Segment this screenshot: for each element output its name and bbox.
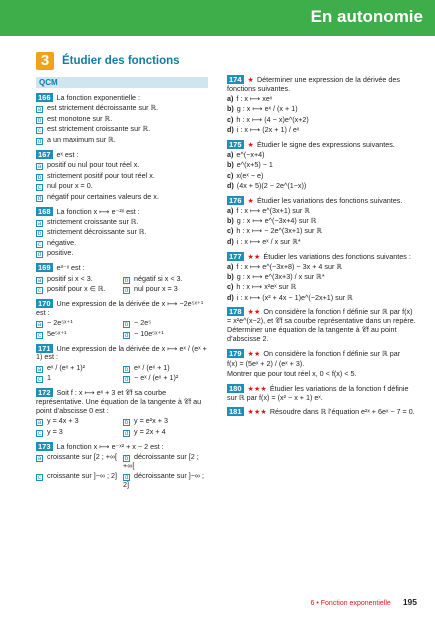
exercise-number: 176 <box>229 195 242 205</box>
choice-text: nul pour x = 0. <box>47 181 93 191</box>
choice-row <box>36 364 210 373</box>
choice-box-c: c <box>38 241 41 248</box>
choice-a[interactable] <box>36 319 123 328</box>
exercise-number: 167 <box>38 149 51 159</box>
choice-b[interactable] <box>123 453 210 471</box>
item-c <box>227 227 417 236</box>
question-text: Étudier les variations de la fonction f définie sur ℝ par f(x) = (x² − x + 1) eˣ. <box>227 383 409 402</box>
exercise-167 <box>36 150 210 202</box>
item-b <box>227 105 417 114</box>
choice-box-a: a <box>37 322 42 329</box>
question-text: eˣ est : <box>56 149 79 159</box>
difficulty-stars: ★★★ <box>247 407 267 417</box>
question-text: Étudier le signe des expressions suivantes. <box>256 139 395 149</box>
item-text: e^(−x+4) <box>236 149 265 159</box>
item-text: f : x ⟼ e^(3x+1) sur ℝ <box>236 205 310 215</box>
item-text: i : x ⟼ (2x + 1) / eˣ <box>236 124 300 134</box>
choice-text: est strictement décroissante sur ℝ. <box>47 103 159 113</box>
question-text-2: Montrer que pour tout réel x, 0 < f(x) < 5. <box>227 369 357 379</box>
exercise-number: 175 <box>229 139 242 149</box>
choice-row <box>36 417 210 426</box>
choice-row <box>36 472 210 490</box>
choice-row <box>36 330 210 339</box>
question-text: Une expression de la dérivée de x ⟼ −2e⁵ˣ⁺¹ est : <box>36 299 204 317</box>
choice-text: − 2e⁵ <box>134 318 152 328</box>
choice-box-b: b <box>124 366 129 373</box>
exercise-170 <box>36 299 210 339</box>
choice-d[interactable] <box>123 428 210 437</box>
item-text: f : x ⟼ e^(−3x+8) − 3x + 4 sur ℝ <box>236 261 343 271</box>
item-text: h : x ⟼ − 2e^(3x+1) sur ℝ <box>236 226 323 236</box>
item-label: a) <box>227 149 234 159</box>
item-text: f : x ⟼ xeˣ <box>236 94 273 104</box>
question-text: On considère la fonction f définie sur ℝ par f(x) = x²e^(x−2), et 𝒞f sa courbe représentative dans un repère. Déterminer une équation de la tangente à 𝒞f au point d’abscisse 2. <box>227 307 416 343</box>
item-c <box>227 283 417 292</box>
choice-c[interactable] <box>36 182 210 191</box>
exercise-number: 178 <box>229 307 242 317</box>
choice-box-c: c <box>38 128 41 135</box>
qcm-bar <box>36 77 208 88</box>
choice-a[interactable] <box>36 161 210 170</box>
choice-text: est monotone sur ℝ. <box>47 113 113 123</box>
choice-text: est strictement croissante sur ℝ. <box>47 124 151 134</box>
choice-box-a: a <box>37 277 42 284</box>
choice-text: strictement décroissante sur ℝ. <box>47 227 147 237</box>
choice-row <box>36 275 210 284</box>
choice-box-c: c <box>38 185 41 192</box>
choice-d[interactable] <box>36 249 210 258</box>
exercise-number: 174 <box>229 75 242 84</box>
difficulty-stars: ★ <box>247 75 254 84</box>
item-b <box>227 273 417 282</box>
header-banner <box>0 0 435 36</box>
choice-box-b: b <box>124 455 129 462</box>
choice-text: croissante sur [2 ; +∞[ <box>47 451 118 461</box>
item-b <box>227 161 417 170</box>
choice-text: croissante sur ]−∞ ; 2] <box>47 471 118 481</box>
choice-box-a: a <box>37 455 42 462</box>
question-text: Étudier les variations des fonctions suivantes. <box>256 195 403 205</box>
choice-text: négatif si x < 3. <box>134 273 183 283</box>
item-label: b) <box>227 272 234 282</box>
item-text: g : x ⟼ e^(−3x+4) sur ℝ <box>236 216 317 226</box>
question-text: Une expression de la dérivée de x ⟼ eˣ / (eˣ + 1) est : <box>36 343 207 362</box>
item-a <box>227 151 417 160</box>
item-c <box>227 172 417 181</box>
exercise-number: 177 <box>229 251 242 261</box>
choice-box-a: a <box>37 420 42 427</box>
choice-a[interactable] <box>36 417 123 426</box>
exercise-number: 180 <box>229 383 242 393</box>
exercise-number: 171 <box>38 343 51 353</box>
choice-d[interactable] <box>36 136 210 145</box>
item-d <box>227 126 417 135</box>
choice-box-c: c <box>38 475 41 482</box>
choice-box-c: c <box>38 430 41 437</box>
item-d <box>227 294 417 303</box>
item-c <box>227 116 417 125</box>
item-label: c) <box>227 114 234 124</box>
choice-text: strictement positif pour tout réel x. <box>47 170 155 180</box>
choice-box-d: d <box>37 252 42 259</box>
choice-b[interactable] <box>36 172 210 181</box>
choice-box-d: d <box>37 195 42 202</box>
choice-text: − eˣ / (eˣ + 1)² <box>134 373 179 383</box>
choice-row <box>36 374 210 383</box>
difficulty-stars: ★ <box>247 195 254 205</box>
choice-row <box>36 428 210 437</box>
choice-text: y = e²x + 3 <box>134 416 168 426</box>
choice-text: eˣ / (eˣ + 1) <box>134 362 170 372</box>
choice-text: y = 2x + 4 <box>134 426 166 436</box>
item-text: g : x ⟼ eˣ / (x + 1) <box>236 104 298 114</box>
question-text: Étudier les variations des fonctions suivantes : <box>263 251 411 261</box>
choice-a[interactable] <box>36 453 123 471</box>
difficulty-stars: ★★ <box>247 307 261 317</box>
exercise-number: 168 <box>38 206 51 216</box>
item-text: h : x ⟼ x²eˣ sur ℝ <box>236 282 297 292</box>
exercise-177 <box>227 252 417 303</box>
exercise-176 <box>227 196 417 247</box>
choice-a[interactable] <box>36 364 123 373</box>
exercise-number: 170 <box>38 299 51 309</box>
section-title: Étudier des fonctions <box>62 54 180 67</box>
item-label: a) <box>227 205 234 215</box>
item-text: h : x ⟼ (4 − x)e^(x+2) <box>236 114 309 124</box>
item-label: d) <box>227 124 234 134</box>
choice-b[interactable] <box>123 319 210 328</box>
item-label: d) <box>227 180 234 190</box>
choice-text: décroissante sur ]−∞ ; 2] <box>123 471 205 490</box>
choice-a[interactable] <box>36 275 123 284</box>
choice-b[interactable] <box>123 275 210 284</box>
choice-box-d: d <box>124 288 129 295</box>
choice-c[interactable] <box>36 125 210 134</box>
choice-box-a: a <box>37 220 42 227</box>
choice-text: négative. <box>47 237 77 247</box>
page-footer <box>311 597 417 609</box>
banner-title: En autonomie <box>310 7 423 26</box>
item-a <box>227 207 417 216</box>
choice-row <box>36 319 210 328</box>
choice-text: y = 3 <box>47 426 63 436</box>
qcm-label: QCM <box>39 78 58 87</box>
question-text: La fonction x ⟼ e⁻ˣ² + x − 2 est : <box>56 441 164 451</box>
question-text: Déterminer une expression de la dérivée des fonctions suivantes. <box>227 75 400 93</box>
exercise-169 <box>36 263 210 294</box>
item-text: e^(x+5) − 1 <box>236 160 273 170</box>
question-text: La fonction x ⟼ e⁻²ˣ est : <box>56 206 140 216</box>
choice-text: négatif pour certaines valeurs de x. <box>47 191 159 201</box>
exercise-number: 181 <box>229 407 242 417</box>
choice-d[interactable] <box>123 374 210 383</box>
choice-row <box>36 453 210 471</box>
choice-text: nul pour x = 3 <box>134 284 178 294</box>
choice-d[interactable] <box>123 330 210 339</box>
choice-box-d: d <box>124 377 129 384</box>
section-header <box>36 52 180 70</box>
choice-text: y = 4x + 3 <box>47 416 79 426</box>
item-text: g : x ⟼ e^(3x+3) / x sur ℝ* <box>236 272 325 282</box>
choice-c[interactable] <box>36 374 123 383</box>
section-number: 3 <box>36 52 54 70</box>
item-b <box>227 217 417 226</box>
item-d <box>227 182 417 191</box>
exercise-174 <box>227 75 417 135</box>
difficulty-stars: ★★ <box>247 251 261 261</box>
exercise-166 <box>36 93 210 145</box>
item-text: i : x ⟼ eˣ / x sur ℝ* <box>236 236 301 246</box>
choice-d[interactable] <box>36 193 210 202</box>
question-text: Résoudre dans ℝ l’équation e²ˣ + 6eˣ − 7 = 0. <box>269 407 415 417</box>
item-a <box>227 263 417 272</box>
choice-box-c: c <box>38 288 41 295</box>
choice-box-d: d <box>124 430 129 437</box>
choice-box-d: d <box>37 138 42 145</box>
choice-text: eˣ / (eˣ + 1)² <box>47 362 86 372</box>
choice-text: positif pour x ∈ ℝ. <box>47 284 106 294</box>
choice-box-b: b <box>37 174 42 181</box>
page-number: 195 <box>402 597 417 607</box>
item-text: i : x ⟼ (x² + 4x − 1)e^(−2x+1) sur ℝ <box>236 292 353 302</box>
chapter-label: 6 • Fonction exponentielle <box>310 600 391 607</box>
choice-text: 1 <box>47 373 51 383</box>
choice-c[interactable] <box>36 428 123 437</box>
question-text: La fonction exponentielle : <box>56 93 141 102</box>
choice-text: − 2e⁵ˣ⁺¹ <box>47 318 73 328</box>
exercise-178 <box>227 307 417 343</box>
exercise-172 <box>36 388 210 436</box>
item-label: c) <box>227 282 234 292</box>
choice-c[interactable] <box>36 330 123 339</box>
item-label: a) <box>227 261 234 271</box>
choice-text: strictement croissante sur ℝ. <box>47 216 139 226</box>
choice-box-b: b <box>37 231 42 238</box>
item-label: b) <box>227 216 234 226</box>
choice-text: positif si x < 3. <box>47 273 93 283</box>
choice-c[interactable] <box>36 472 123 490</box>
choice-text: positive. <box>47 248 74 258</box>
item-label: c) <box>227 170 234 180</box>
question-text: Soit f : x ⟼ eˣ + 3 et 𝒞f sa courbe représentative. Une équation de la tangente à 𝒞f au point d’abscisse 0 est : <box>36 388 202 415</box>
choice-b[interactable] <box>36 228 210 237</box>
item-label: b) <box>227 104 234 114</box>
exercise-173 <box>36 442 210 490</box>
choice-d[interactable] <box>123 285 210 294</box>
choice-b[interactable] <box>123 364 210 373</box>
item-d <box>227 238 417 247</box>
exercise-181 <box>227 407 417 417</box>
question-text: On considère la fonction f définie sur ℝ par <box>263 348 401 358</box>
item-text: (4x + 5)(2 − 2e^(1−x)) <box>236 180 307 190</box>
exercise-number: 166 <box>38 93 51 102</box>
item-text: x(eˣ − e) <box>236 170 264 180</box>
left-column <box>36 93 210 495</box>
choice-text: − 10e⁵ˣ⁺¹ <box>134 328 164 338</box>
choice-box-c: c <box>38 377 41 384</box>
choice-box-c: c <box>38 332 41 339</box>
choice-box-b: b <box>37 117 42 124</box>
difficulty-stars: ★★ <box>247 348 261 358</box>
choice-text: a un maximum sur ℝ. <box>47 134 116 144</box>
choice-box-d: d <box>124 475 129 482</box>
choice-box-b: b <box>124 277 129 284</box>
exercise-179 <box>227 349 417 379</box>
choice-text: décroissante sur [2 ; +∞[ <box>123 451 199 470</box>
exercise-168 <box>36 207 210 259</box>
exercise-number: 179 <box>229 348 242 358</box>
choice-a[interactable] <box>36 104 210 113</box>
item-label: d) <box>227 292 234 302</box>
choice-box-a: a <box>37 164 42 171</box>
choice-b[interactable] <box>123 417 210 426</box>
choice-box-d: d <box>124 332 129 339</box>
difficulty-stars: ★ <box>247 139 254 149</box>
exercise-number: 169 <box>38 263 51 273</box>
choice-a[interactable] <box>36 218 210 227</box>
choice-box-a: a <box>37 366 42 373</box>
question-text: e³⁻ˣ est : <box>56 263 85 273</box>
choice-text: 5e⁵ˣ⁺¹ <box>47 328 67 338</box>
item-label: b) <box>227 160 234 170</box>
formula: f(x) = (5eˣ + 2) / (eˣ + 3). <box>227 358 305 368</box>
choice-box-a: a <box>37 107 42 114</box>
exercise-number: 173 <box>38 441 51 451</box>
item-a <box>227 95 417 104</box>
choice-d[interactable] <box>123 472 210 490</box>
item-label: d) <box>227 236 234 246</box>
exercise-175 <box>227 140 417 191</box>
choice-box-b: b <box>124 322 129 329</box>
choice-c[interactable] <box>36 285 123 294</box>
choice-box-b: b <box>124 420 129 427</box>
choice-row <box>36 285 210 294</box>
item-label: c) <box>227 226 234 236</box>
choice-b[interactable] <box>36 115 210 124</box>
right-column <box>227 75 417 422</box>
item-label: a) <box>227 94 234 104</box>
choice-text: positif ou nul pour tout réel x. <box>47 160 140 170</box>
difficulty-stars: ★★★ <box>247 383 267 393</box>
exercise-180 <box>227 384 417 403</box>
exercise-number: 172 <box>38 388 51 398</box>
choice-c[interactable] <box>36 239 210 248</box>
exercise-171 <box>36 344 210 384</box>
